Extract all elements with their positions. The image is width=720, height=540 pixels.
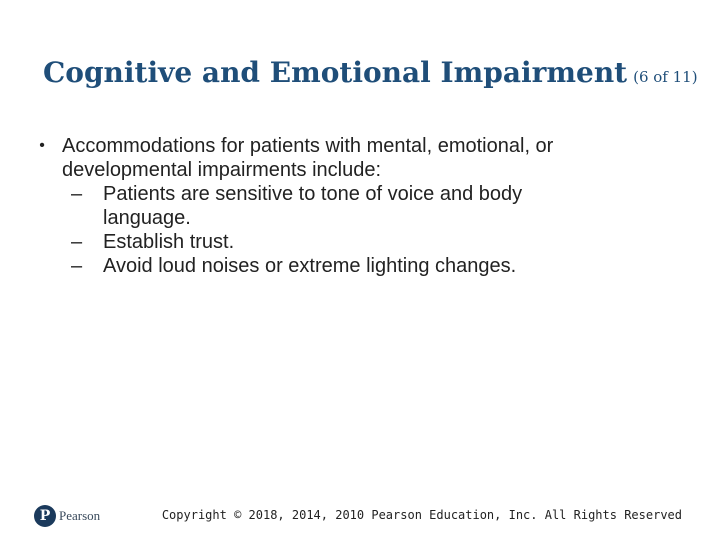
copyright-notice: Copyright © 2018, 2014, 2010 Pearson Education, Inc. All Rights Reserved [161, 508, 682, 522]
bullet-list [30, 134, 670, 278]
dash-icon: – [71, 255, 83, 277]
sub-bullet-text: Establish trust. [103, 231, 235, 253]
bullet-text-line: Accommodations for patients with mental, emotional, or [62, 135, 554, 157]
title-subtitle: (6 of 11) [633, 68, 698, 86]
slide-title [43, 56, 698, 89]
bullet-dot-icon: • [39, 137, 45, 154]
pearson-logo-icon: P [34, 505, 56, 527]
sub-bullet-text-line: language. [103, 207, 191, 229]
sub-bullet-item [30, 254, 670, 278]
sub-bullet-text-line: Patients are sensitive to tone of voice and body [103, 183, 523, 205]
title-main: Cognitive and Emotional Impairment [43, 56, 628, 89]
dash-icon: – [71, 183, 83, 205]
dash-icon: – [71, 231, 83, 253]
sub-bullet-text: Avoid loud noises or extreme lighting changes. [103, 255, 517, 277]
sub-bullet-item [30, 182, 670, 230]
bullet-item [30, 134, 670, 182]
pearson-logo [34, 505, 100, 527]
bullet-text-line: developmental impairments include: [62, 159, 382, 181]
pearson-logo-word: Pearson [59, 508, 101, 523]
sub-bullet-item [30, 230, 670, 254]
